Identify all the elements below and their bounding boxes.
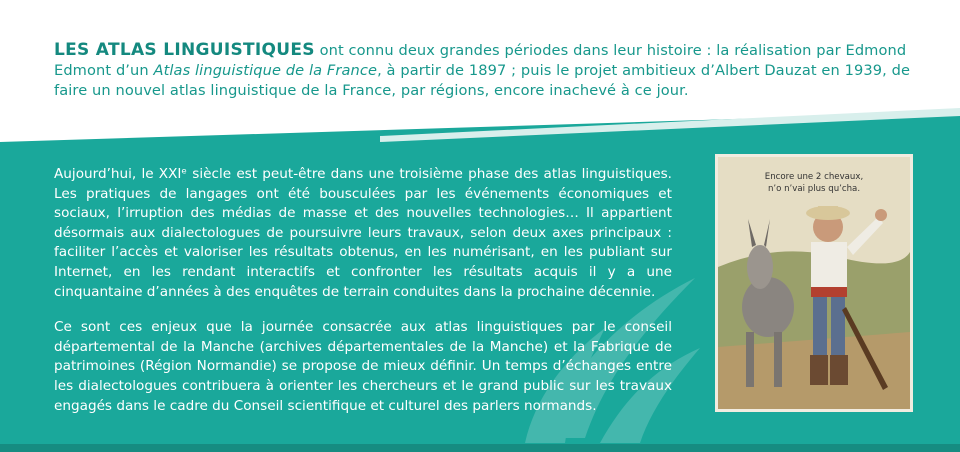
bottom-strip bbox=[0, 444, 960, 452]
paragraph-1: Aujourd’hui, le XXIᵉ siècle est peut-être dans une troisième phase des atlas linguistiques. Les pratiques de langages ont été bousculées par les événements économiques et sociaux, l’irruption des médias de masse et des nouvelles technologies… Il appartient désormais aux dialectologues de poursuivre leurs travaux, selon deux axes principaux : faciliter l’accès et valoriser les résultats obtenus, en les numérisant, en les publiant sur Internet, en les rendant interactifs et confronter les résultats acquis il y a une cinquantaine d’années à des enquêtes de terrain conduites dans la prochaine décennie. bbox=[54, 166, 672, 300]
intro-text-part1: ont connu deux grandes périodes dans leur histoire : la réalisation par Edmond Edmont d’un bbox=[54, 42, 907, 79]
caption-line-2: n’o n’vai plus qu’cha. bbox=[767, 184, 861, 194]
postcard-photo bbox=[715, 154, 913, 412]
intro-paragraph bbox=[54, 40, 914, 101]
postcard-caption bbox=[718, 171, 910, 195]
caption-line-1: Encore une 2 chevaux, bbox=[764, 172, 864, 182]
intro-italic-title: Atlas linguistique de la France bbox=[153, 62, 378, 79]
main-text bbox=[54, 165, 672, 432]
intro-heading: LES ATLAS LINGUISTIQUES bbox=[54, 40, 315, 60]
intro-text-part2: , à partir de 1897 ; puis le projet ambitieux d’Albert Dauzat en 1939, de faire un nouvel atlas linguistique de la France, par régions, encore inachevé à ce jour. bbox=[54, 62, 911, 99]
paragraph-2: Ce sont ces enjeux que la journée consacrée aux atlas linguistiques par le conseil départemental de la Manche (archives départementales de la Manche) et la Fabrique de patrimoines (Région Normandie) se propose de mieux définir. Un temps d’échanges entre les dialectologues contribuera à orienter les chercheurs et le grand public sur les travaux engagés dans le cadre du Conseil scientifique et culturel des parlers normands. bbox=[54, 319, 672, 414]
